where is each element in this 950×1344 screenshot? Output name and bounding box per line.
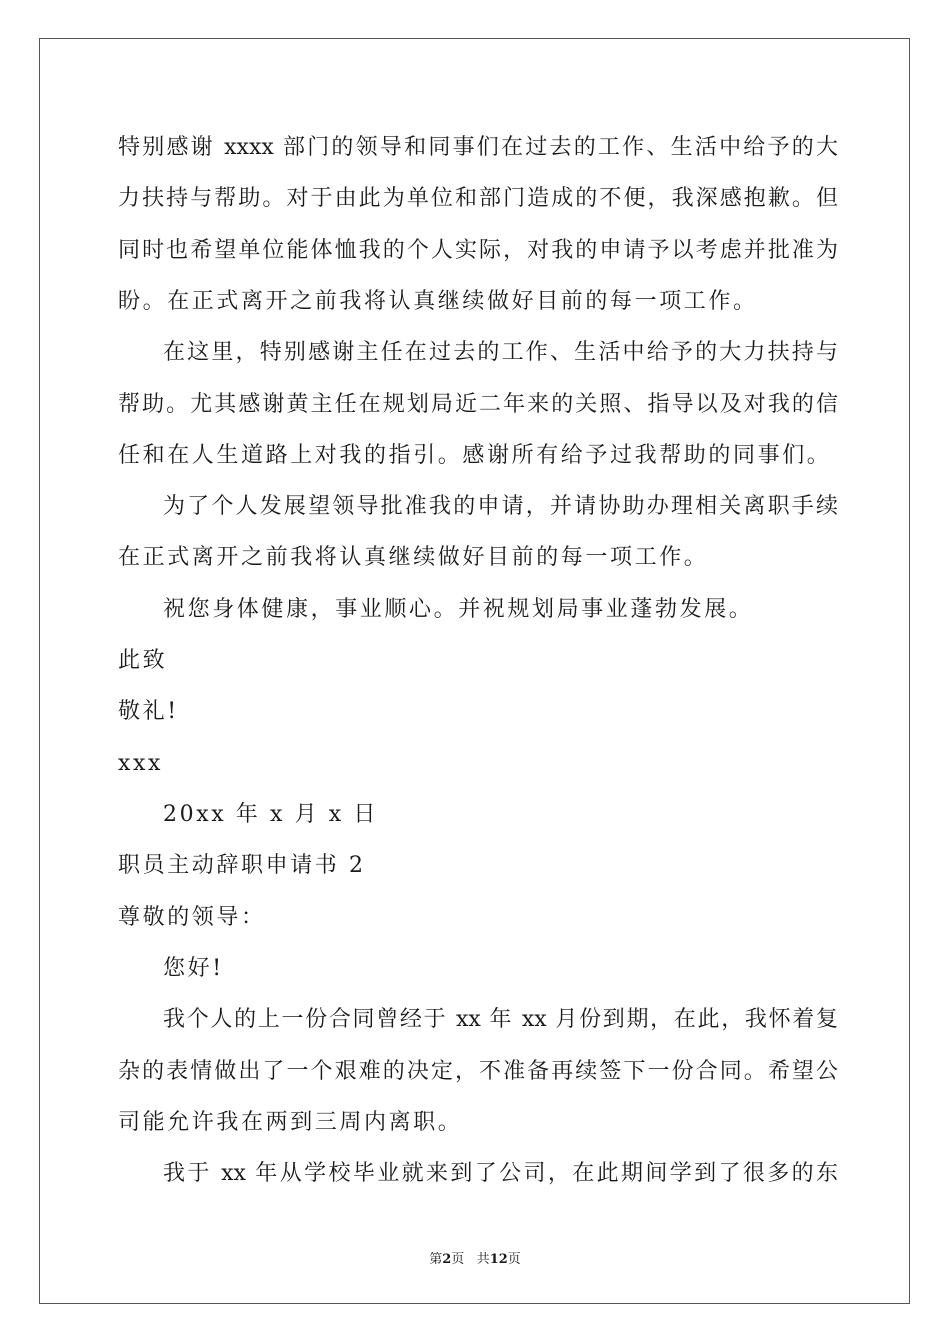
page-footer xyxy=(0,1248,950,1267)
text-line: 司能允许我在两到三周内离职。 xyxy=(118,1110,463,1135)
text-line: 盼。在正式离开之前我将认真继续做好目前的每一项工作。 xyxy=(118,289,758,314)
page-prefix: 第 xyxy=(429,1252,443,1267)
text-line: 力扶持与帮助。对于由此为单位和部门造成的不便，我深感抱歉。但 xyxy=(118,186,838,211)
page-number: 2 xyxy=(442,1252,452,1267)
text-line: 为了个人发展望领导批准我的申请，并请协助办理相关离职手续 xyxy=(163,494,838,519)
greeting: 您好! xyxy=(163,956,224,981)
text-line: 我个人的上一份合同曾经于 xx 年 xx 月份到期，在此，我怀着复 xyxy=(163,1007,838,1032)
text-line: 在正式离开之前我将认真继续做好目前的每一项工作。 xyxy=(118,545,709,570)
text-line: 我于 xx 年从学校毕业就来到了公司，在此期间学到了很多的东 xyxy=(163,1161,838,1186)
text-line: 杂的表情做出了一个艰难的决定，不准备再续签下一份合同。希望公 xyxy=(118,1059,838,1084)
closing-regards: 敬礼! xyxy=(118,699,179,724)
salutation: 尊敬的领导： xyxy=(118,905,266,930)
total-pages: 12 xyxy=(489,1252,508,1267)
text-line: 帮助。尤其感谢黄主任在规划局近二年来的关照、指导以及对我的信 xyxy=(118,392,838,417)
text-line: 同时也希望单位能体恤我的个人实际，对我的申请予以考虑并批准为 xyxy=(118,238,838,263)
text-line: 在这里，特别感谢主任在过去的工作、生活中给予的大力扶持与 xyxy=(163,340,838,365)
date-line: 20xx 年 x 月 x 日 xyxy=(163,802,378,827)
closing-salutation: 此致 xyxy=(118,648,168,673)
text-line: 任和在人生道路上对我的指引。感谢所有给予过我帮助的同事们。 xyxy=(118,443,832,468)
text-line: 祝您身体健康，事业顺心。并祝规划局事业蓬勃发展。 xyxy=(163,597,754,622)
signature: xxx xyxy=(118,751,164,776)
total-prefix: 共 xyxy=(476,1252,490,1267)
section-title: 职员主动辞职申请书 2 xyxy=(118,853,366,878)
text-line: 特别感谢 xxxx 部门的领导和同事们在过去的工作、生活中给予的大 xyxy=(118,135,838,160)
total-suffix: 页 xyxy=(507,1252,521,1267)
page-suffix: 页 xyxy=(451,1252,465,1267)
